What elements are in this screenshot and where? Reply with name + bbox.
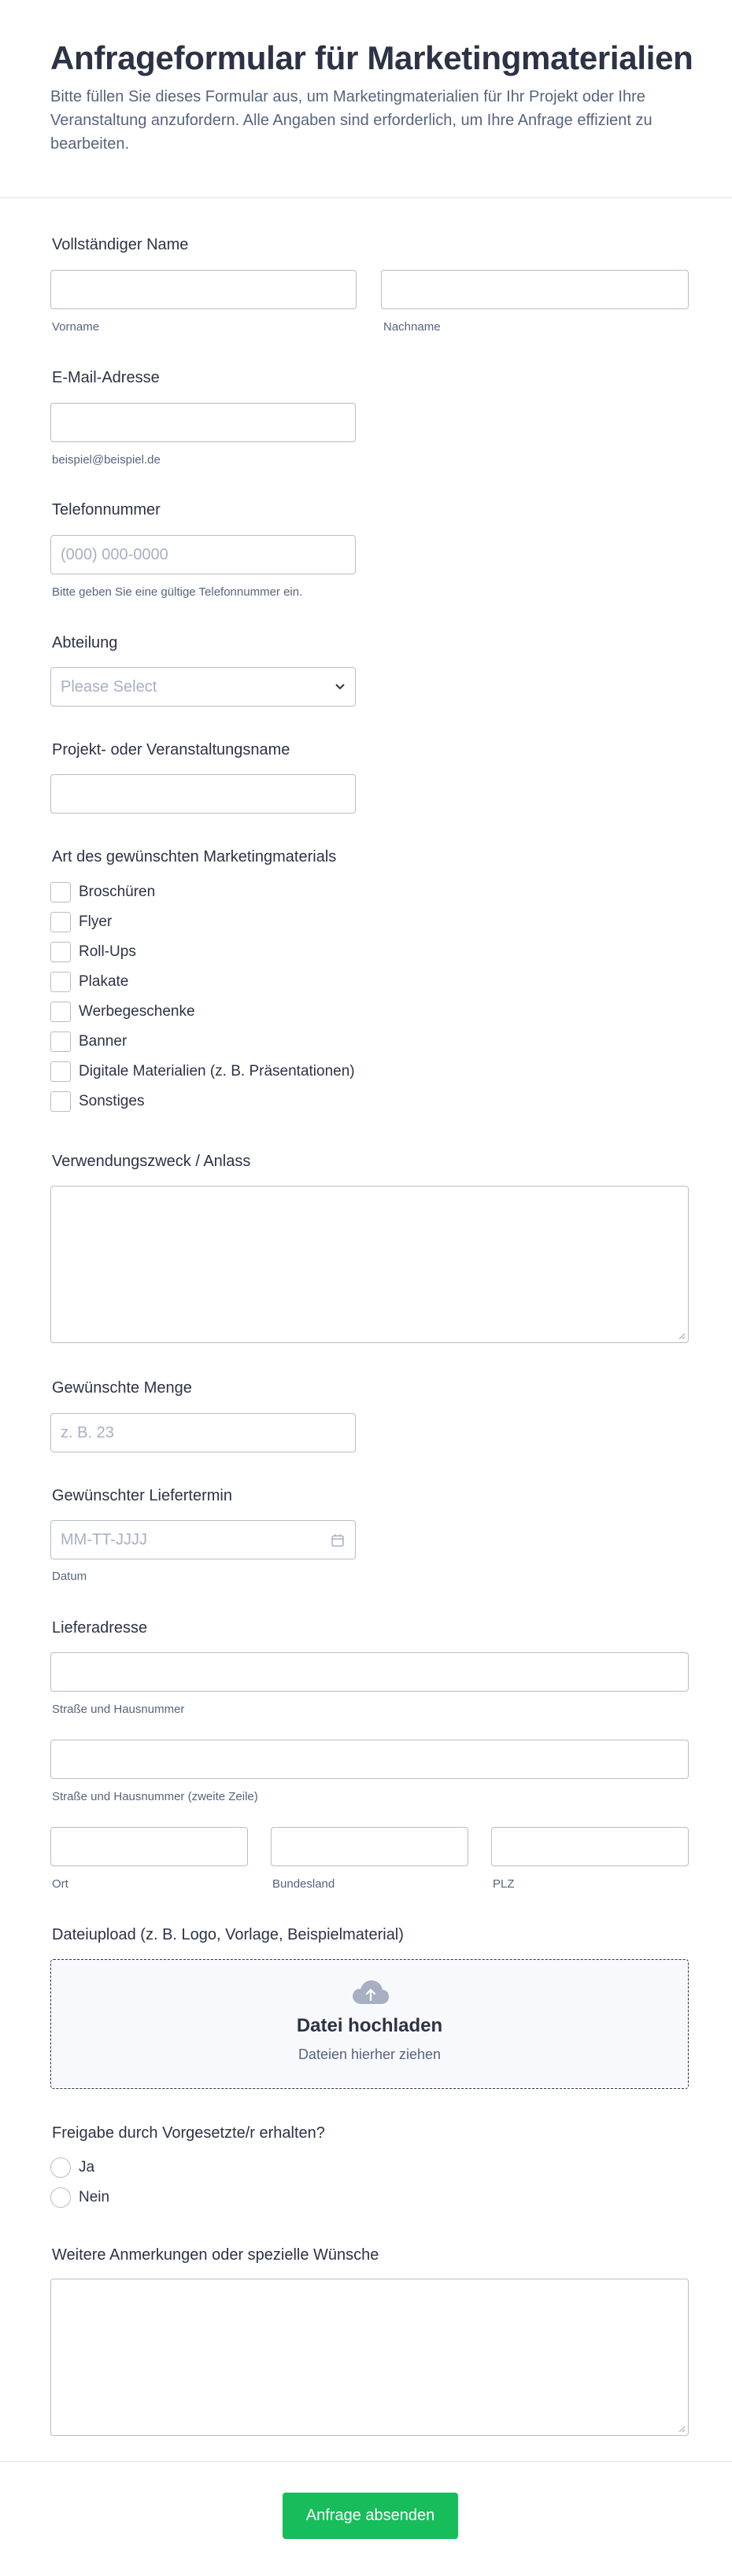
department-placeholder: Please Select	[61, 677, 157, 696]
city-sublabel: Ort	[52, 1877, 68, 1891]
quantity-placeholder: z. B. 23	[61, 1423, 114, 1441]
last-name-input[interactable]	[381, 270, 689, 309]
material-option-banner[interactable]: Banner	[50, 1031, 127, 1053]
phone-label: Telefonnummer	[52, 501, 161, 519]
material-option-rollups[interactable]: Roll-Ups	[50, 941, 136, 963]
checkbox[interactable]	[50, 882, 71, 902]
phone-input[interactable]	[50, 535, 356, 574]
checkbox[interactable]	[50, 942, 71, 962]
department-label: Abteilung	[52, 634, 118, 651]
radio-button[interactable]	[50, 2157, 71, 2178]
delivery-date-input[interactable]	[50, 1520, 356, 1559]
purpose-textarea[interactable]	[50, 1186, 689, 1343]
upload-title: Datei hochladen	[296, 2015, 443, 2036]
delivery-date-placeholder: MM-TT-JJJJ	[61, 1530, 147, 1548]
purpose-label: Verwendungszweck / Anlass	[52, 1153, 251, 1170]
approval-label: Freigabe durch Vorgesetzte/r erhalten?	[52, 2124, 325, 2142]
notes-textarea[interactable]	[50, 2279, 689, 2436]
street-input[interactable]	[50, 1652, 689, 1692]
form-header	[0, 0, 732, 198]
street-sublabel: Straße und Hausnummer	[52, 1703, 185, 1716]
submit-button[interactable]: Anfrage absenden	[283, 2493, 458, 2539]
address-label: Lieferadresse	[52, 1619, 148, 1637]
full-name-label: Vollständiger Name	[52, 236, 189, 253]
footer-divider	[0, 2461, 732, 2462]
zip-sublabel: PLZ	[493, 1877, 515, 1891]
cloud-upload-icon	[352, 1979, 390, 2006]
phone-sublabel: Bitte geben Sie eine gültige Telefonnummer ein.	[52, 585, 303, 599]
upload-label: Dateiupload (z. B. Logo, Vorlage, Beispielmaterial)	[52, 1926, 404, 1943]
checkbox[interactable]	[50, 1002, 71, 1022]
first-name-sublabel: Vorname	[52, 320, 100, 334]
first-name-input[interactable]	[50, 270, 357, 309]
material-option-flyer[interactable]: Flyer	[50, 911, 112, 933]
page-title: Anfrageformular für Marketingmaterialien	[50, 39, 693, 76]
project-input[interactable]	[50, 774, 356, 814]
resize-handle-icon[interactable]	[678, 2425, 686, 2433]
project-label: Projekt- oder Veranstaltungsname	[52, 741, 290, 758]
phone-placeholder: (000) 000-0000	[61, 545, 168, 563]
last-name-sublabel: Nachname	[383, 320, 441, 334]
checkbox[interactable]	[50, 1032, 71, 1052]
department-select[interactable]	[50, 667, 356, 707]
resize-handle-icon[interactable]	[678, 1332, 686, 1340]
upload-subtitle: Dateien hierher ziehen	[298, 2046, 442, 2062]
checkbox[interactable]	[50, 1091, 71, 1112]
email-label: E-Mail-Adresse	[52, 369, 160, 386]
quantity-label: Gewünschte Menge	[52, 1379, 192, 1397]
delivery-date-label: Gewünschter Liefertermin	[52, 1487, 232, 1504]
notes-label: Weitere Anmerkungen oder spezielle Wünsche	[52, 2246, 379, 2264]
radio-button[interactable]	[50, 2187, 71, 2208]
checkbox[interactable]	[50, 1061, 71, 1082]
file-upload-dropzone[interactable]	[50, 1959, 689, 2089]
approval-option-yes[interactable]: Ja	[50, 2157, 94, 2179]
street2-sublabel: Straße und Hausnummer (zweite Zeile)	[52, 1790, 258, 1803]
email-sublabel: beispiel@beispiel.de	[52, 453, 161, 467]
street2-input[interactable]	[50, 1740, 689, 1779]
material-option-digital[interactable]: Digitale Materialien (z. B. Präsentationen)	[50, 1061, 355, 1083]
material-option-other[interactable]: Sonstiges	[50, 1091, 144, 1113]
calendar-icon[interactable]	[331, 1533, 344, 1547]
state-input[interactable]	[271, 1827, 468, 1866]
approval-option-no[interactable]: Nein	[50, 2187, 109, 2209]
chevron-down-icon	[335, 683, 346, 691]
materials-label: Art des gewünschten Marketingmaterials	[52, 848, 337, 865]
checkbox[interactable]	[50, 912, 71, 932]
material-option-brochures[interactable]: Broschüren	[50, 881, 155, 903]
material-option-posters[interactable]: Plakate	[50, 971, 128, 993]
delivery-date-sublabel: Datum	[52, 1570, 87, 1583]
zip-input[interactable]	[491, 1827, 689, 1866]
state-sublabel: Bundesland	[272, 1877, 335, 1891]
city-input[interactable]	[50, 1827, 248, 1866]
material-option-giveaways[interactable]: Werbegeschenke	[50, 1001, 195, 1023]
quantity-input[interactable]	[50, 1413, 356, 1452]
checkbox[interactable]	[50, 972, 71, 992]
page-subtitle: Bitte füllen Sie dieses Formular aus, um Marketingmaterialien für Ihr Projekt oder Ihre Veranstaltung anzufordern. Alle Angaben sind erforderlich, um Ihre Anfrage effizient zu bearbeiten.	[50, 88, 653, 153]
email-input[interactable]	[50, 403, 356, 442]
